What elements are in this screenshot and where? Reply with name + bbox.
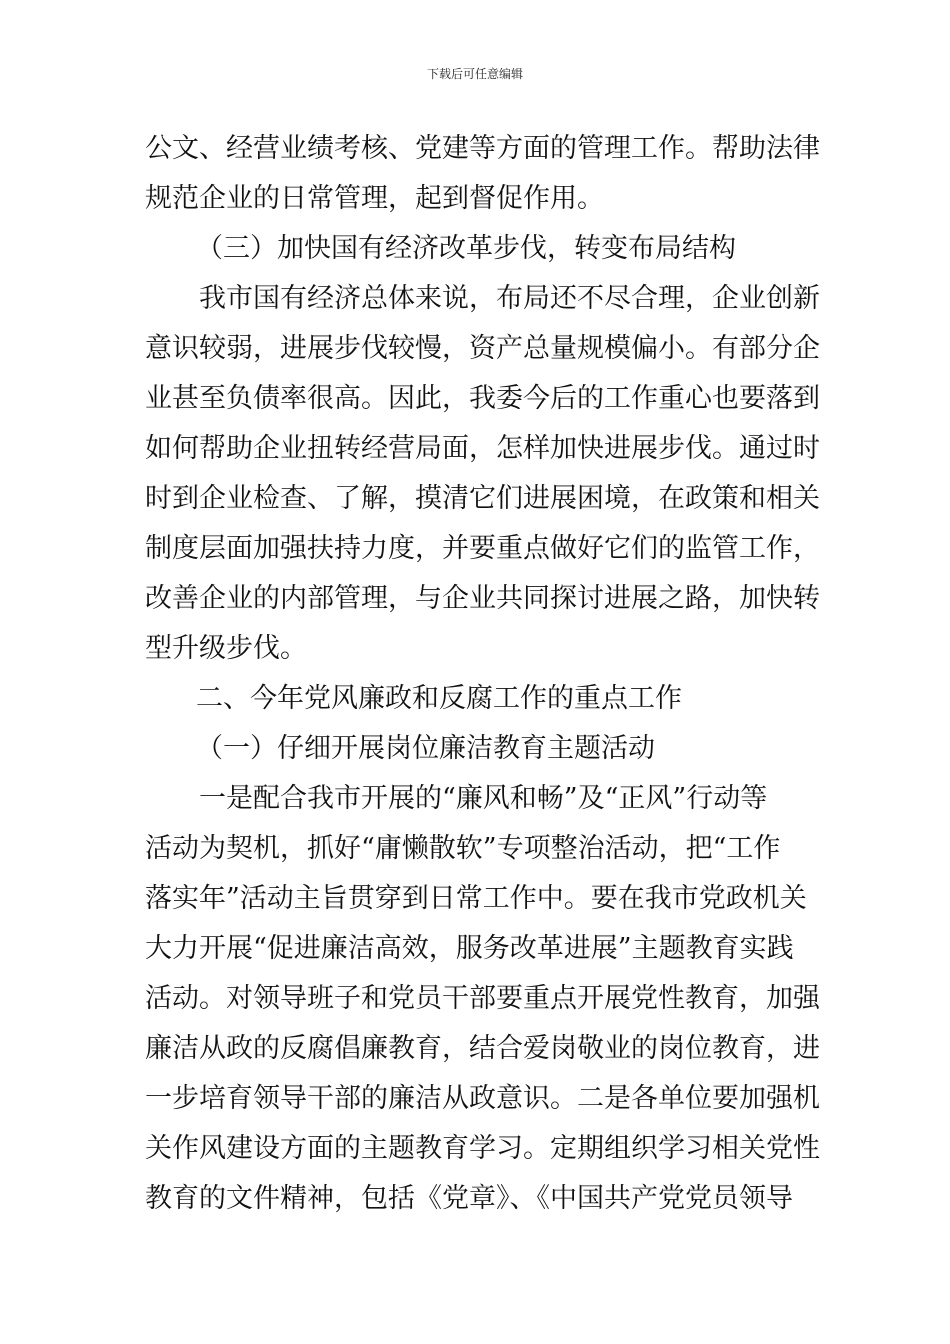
body-line: 改善企业的内部管理，与企业共同探讨进展之路，加快转	[145, 583, 820, 614]
body-line: 规范企业的日常管理，起到督促作用。	[145, 183, 604, 214]
body-line: 教育的文件精神，包括《党章》、《中国共产党党员领导	[145, 1183, 793, 1214]
page-header: 下载后可任意编辑	[426, 67, 523, 81]
body-line: 活动为契机，抓好“庸懒散软”专项整治活动，把“工作	[145, 833, 781, 864]
body-line: 活动。对领导班子和党员干部要重点开展党性教育，加强	[145, 983, 820, 1014]
body-line: 大力开展“促进廉洁高效，服务改革进展”主题教育实践	[145, 933, 794, 964]
body-line: 廉洁从政的反腐倡廉教育，结合爱岗敬业的岗位教育，进	[145, 1033, 820, 1064]
body-line: 关作风建设方面的主题教育学习。定期组织学习相关党性	[145, 1133, 820, 1164]
section-heading: （三）加快国有经济改革步伐，转变布局结构	[196, 233, 736, 264]
body-line: 公文、经营业绩考核、党建等方面的管理工作。帮助法律	[145, 133, 820, 164]
body-line: 制度层面加强扶持力度，并要重点做好它们的监管工作，	[145, 533, 820, 564]
body-line: 型升级步伐。	[145, 633, 307, 664]
body-line: 如何帮助企业扭转经营局面，怎样加快进展步伐。通过时	[145, 433, 820, 464]
section-heading: （一）仔细开展岗位廉洁教育主题活动	[196, 733, 655, 764]
body-line: 一步培育领导干部的廉洁从政意识。二是各单位要加强机	[145, 1083, 820, 1114]
body-line: 意识较弱，进展步伐较慢，资产总量规模偏小。有部分企	[145, 333, 820, 364]
body-line: 时到企业检查、了解，摸清它们进展困境，在政策和相关	[145, 483, 820, 514]
section-heading: 二、今年党风廉政和反腐工作的重点工作	[196, 683, 682, 714]
body-line: 一是配合我市开展的“廉风和畅”及“正风”行动等	[199, 783, 768, 814]
body-line: 我市国有经济总体来说，布局还不尽合理，企业创新	[199, 283, 820, 314]
body-line: 业甚至负债率很高。因此，我委今后的工作重心也要落到	[145, 383, 820, 414]
body-line: 落实年”活动主旨贯穿到日常工作中。要在我市党政机关	[145, 883, 807, 914]
